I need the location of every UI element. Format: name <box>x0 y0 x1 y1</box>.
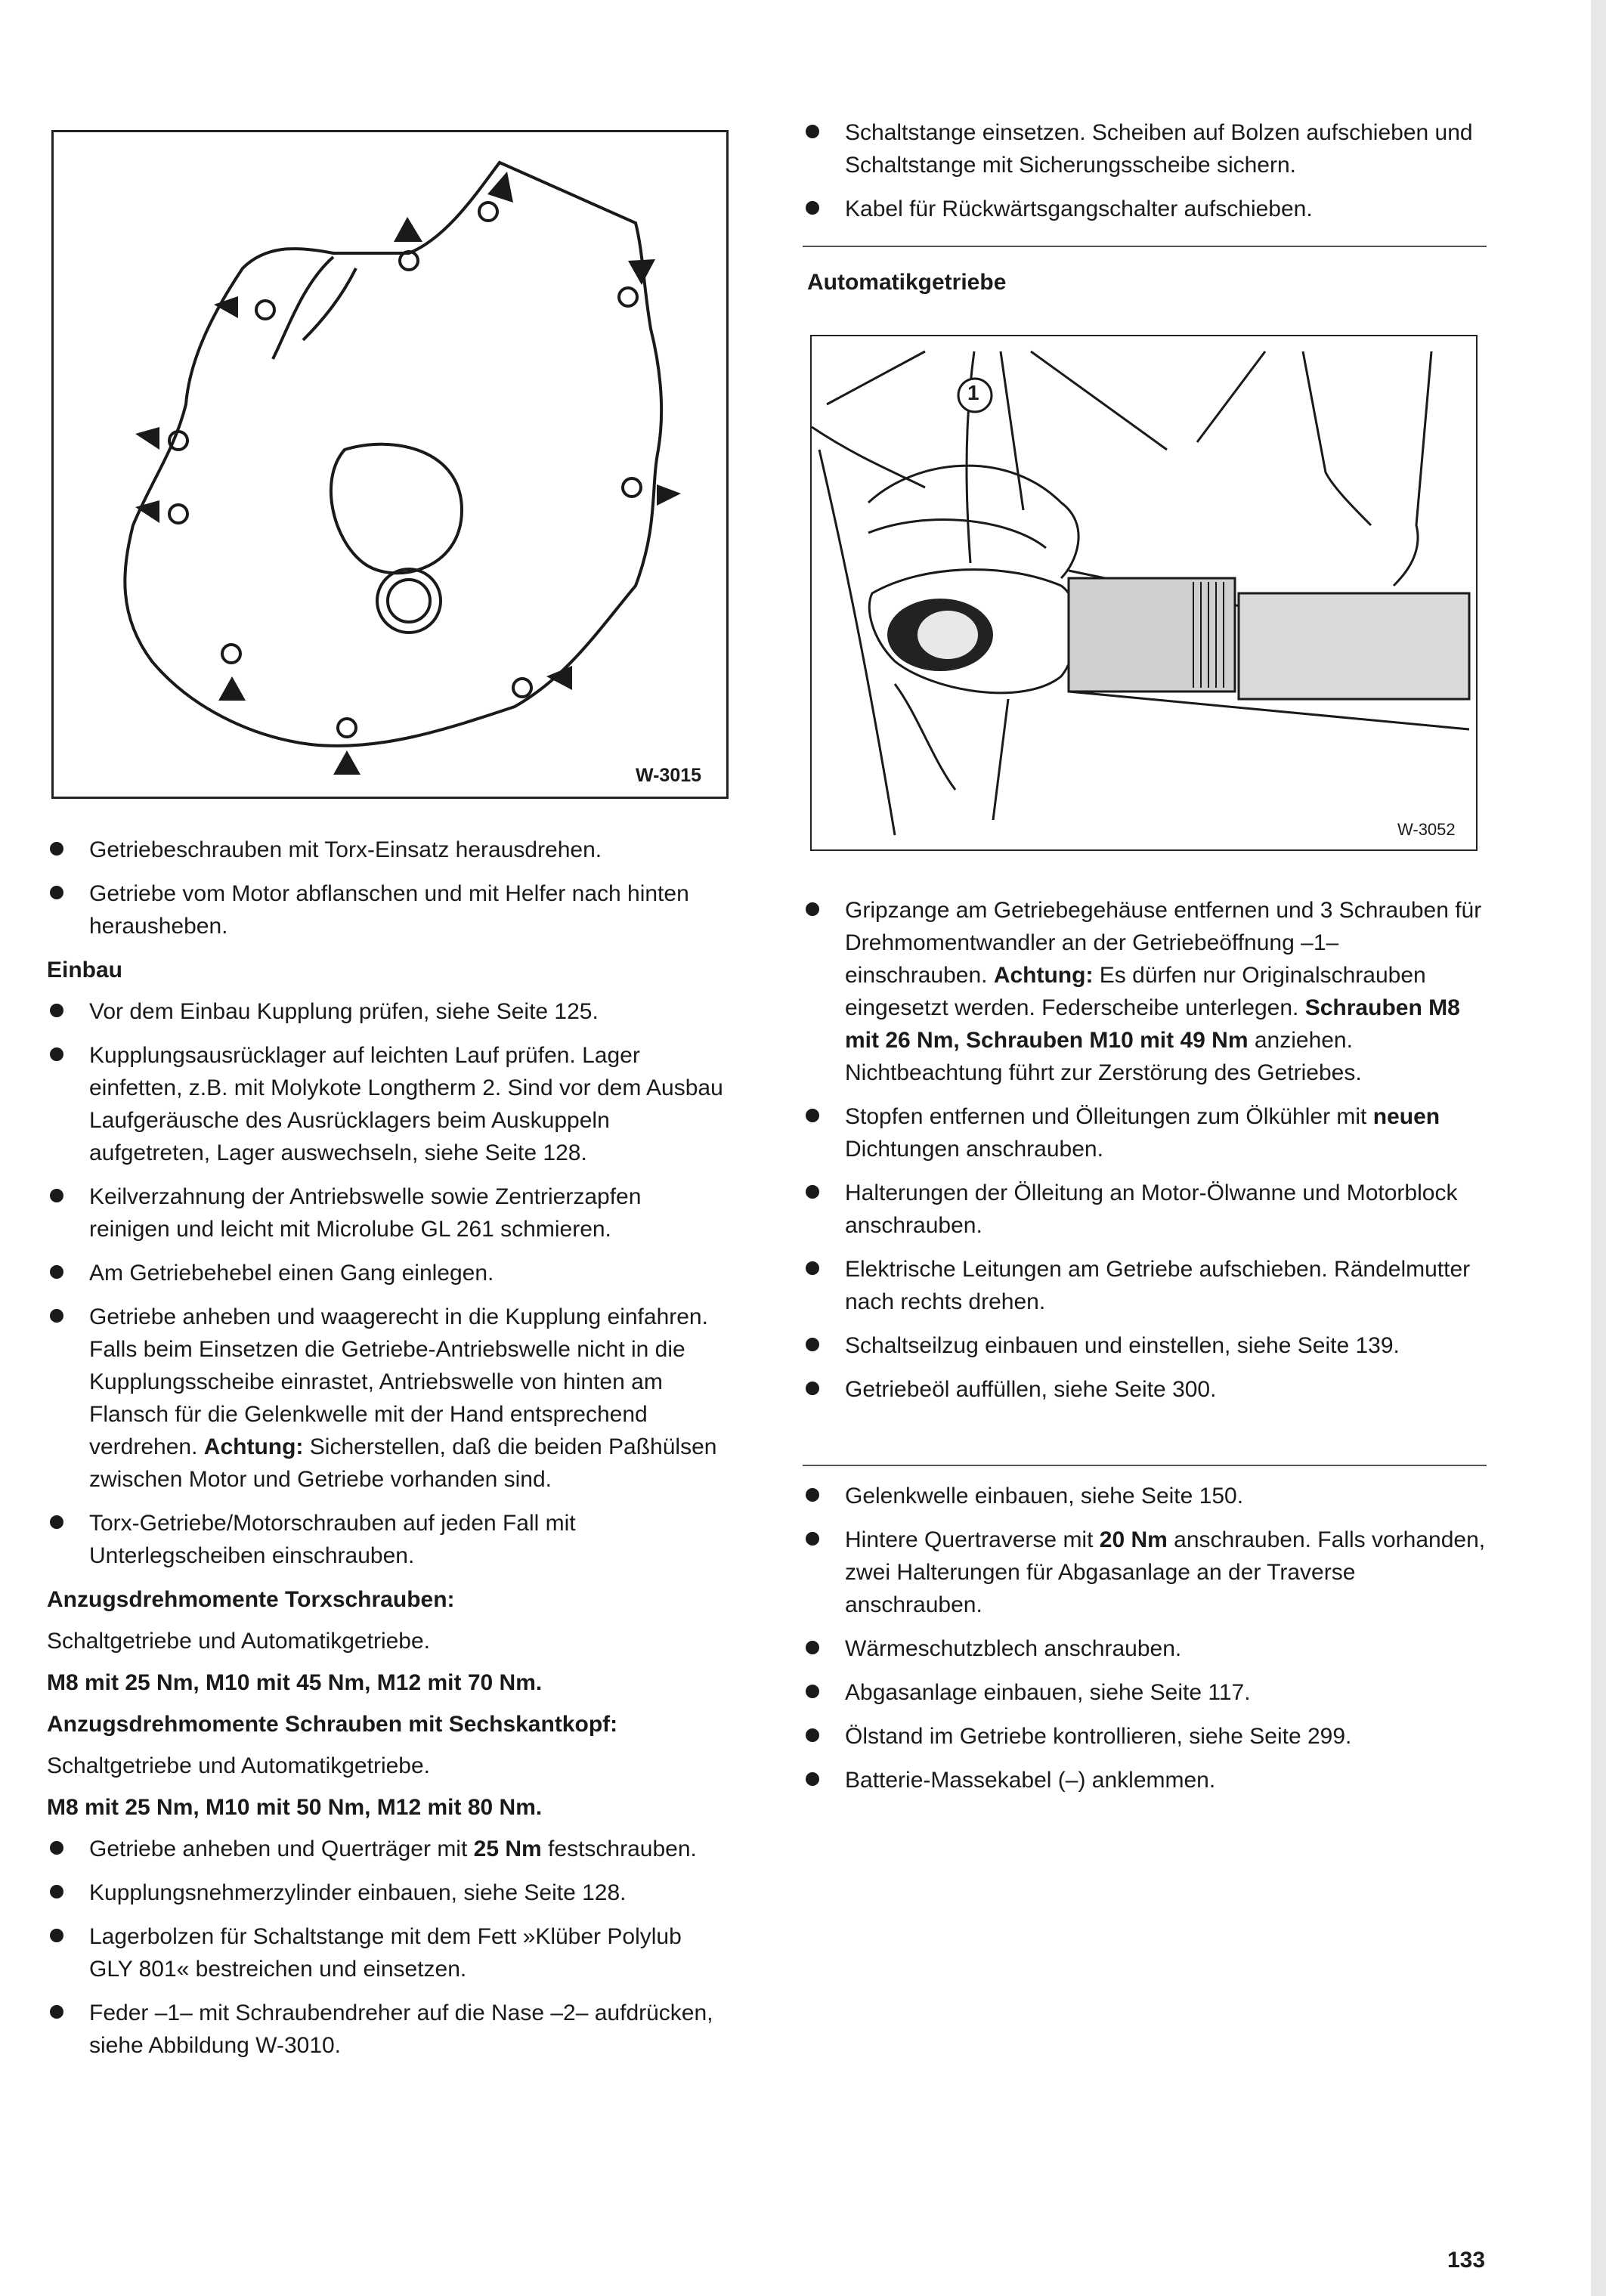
item-text: Am Getriebehebel einen Gang einlegen. <box>89 1261 494 1286</box>
bullet-icon <box>50 1841 63 1855</box>
item-text: Feder –1– mit Schraubendreher auf die Nase –2– aufdrücken, siehe Abbildung W-3010. <box>89 2000 713 2058</box>
list-item <box>47 877 727 942</box>
list-item <box>47 1257 727 1289</box>
warning-label: Achtung: <box>993 963 1094 988</box>
list-item <box>803 1524 1487 1621</box>
item-text: Getriebe anheben und waagerecht in die Kupplung einfahren. Falls beim Einsetzen die Getriebe-Antriebswelle nicht in die Kupplungsscheibe einrastet, Antriebswelle von hinten am Flansch für die Gelenkwelle mit der Hand entsprechend verdrehen. <box>89 1304 708 1459</box>
bullet-icon <box>806 1382 819 1395</box>
section-divider <box>803 1465 1487 1466</box>
item-text: Sicherstellen, daß die beiden Paßhülsen zwischen Motor und Getriebe vorhanden sind. <box>89 1434 717 1492</box>
list-item <box>803 1480 1487 1512</box>
item-text: Es dürfen nur Originalschrauben eingesetzt werden. Federscheibe unterlegen. <box>845 963 1426 1020</box>
list-item <box>803 1373 1487 1406</box>
item-text: anziehen. Nichtbeachtung führt zur Zerstörung des Getriebes. <box>845 1028 1362 1085</box>
item-text: Schaltstange einsetzen. Scheiben auf Bolzen aufschieben und Schaltstange mit Sicherungsscheibe sichern. <box>845 120 1473 178</box>
item-text: Hintere Quertraverse mit <box>845 1527 1094 1552</box>
right-column-main <box>803 894 1487 1417</box>
list-item <box>803 1253 1487 1318</box>
list-item <box>47 1877 727 1909</box>
heading-torque-torx: Anzugsdrehmomente Torxschrauben: <box>47 1587 455 1612</box>
bullet-icon <box>806 1728 819 1742</box>
bullet-icon <box>50 842 63 856</box>
list-item <box>803 1720 1487 1753</box>
item-text: Ölstand im Getriebe kontrollieren, siehe Seite 299. <box>845 1724 1352 1749</box>
bullet-icon <box>806 1685 819 1698</box>
list-item <box>47 1997 727 2062</box>
right-column-bottom <box>803 1480 1487 1808</box>
bullet-icon <box>806 1772 819 1786</box>
torque-note: Schaltgetriebe und Automatikgetriebe. <box>47 1629 430 1654</box>
emphasis: neuen <box>1372 1104 1440 1129</box>
bullet-icon <box>806 1488 819 1502</box>
warning-label: Achtung: <box>203 1434 304 1459</box>
item-text: Getriebe anheben und Querträger mit <box>89 1836 468 1861</box>
bullet-icon <box>50 1885 63 1898</box>
bullet-icon <box>806 1185 819 1199</box>
list-item <box>47 1833 727 1865</box>
bullet-icon <box>806 1109 819 1122</box>
list-item <box>47 995 727 1028</box>
item-text: Kupplungsausrücklager auf leichten Lauf prüfen. Lager einfetten, z.B. mit Molykote Longtherm 2. Sind vor dem Ausbau Laufgeräusche des Ausrücklagers beim Auskuppeln aufgetreten, Lager auswechseln, siehe Seite 128. <box>89 1043 723 1165</box>
list-item <box>803 193 1487 225</box>
list-item <box>47 1920 727 1985</box>
item-text: Keilverzahnung der Antriebswelle sowie Zentrierzapfen reinigen und leicht mit Microlube GL 261 schmieren. <box>89 1184 642 1242</box>
bullet-icon <box>50 1929 63 1942</box>
left-column <box>47 834 727 2073</box>
item-text: Getriebe vom Motor abflanschen und mit Helfer nach hinten herausheben. <box>89 881 689 939</box>
item-text: Wärmeschutzblech anschrauben. <box>845 1636 1182 1661</box>
torque-values: M8 mit 25 Nm, M10 mit 45 Nm, M12 mit 70 Nm. <box>47 1670 543 1695</box>
list-item <box>47 1180 727 1245</box>
torque-converter-drawing <box>812 336 1476 849</box>
bullet-icon <box>50 2005 63 2019</box>
bullet-icon <box>50 1004 63 1017</box>
figure-label: W-3052 <box>1397 820 1456 839</box>
item-text: Kupplungsnehmerzylinder einbauen, siehe Seite 128. <box>89 1880 627 1905</box>
item-text: anschrauben. Falls vorhanden, zwei Halterungen für Abgasanlage an der Traverse anschrauben. <box>845 1527 1486 1617</box>
item-text: Vor dem Einbau Kupplung prüfen, siehe Seite 125. <box>89 999 599 1024</box>
section-heading <box>807 266 1487 299</box>
item-text: Gelenkwelle einbauen, siehe Seite 150. <box>845 1484 1244 1508</box>
torque-values: M8 mit 25 Nm, M10 mit 50 Nm, M12 mit 80 Nm. <box>47 1795 543 1820</box>
item-text: Halterungen der Ölleitung an Motor-Ölwanne und Motorblock anschrauben. <box>845 1180 1458 1238</box>
figure-torque-converter <box>810 335 1478 851</box>
list-item <box>803 1329 1487 1362</box>
torque-spec: 20 Nm <box>1099 1527 1168 1552</box>
gearbox-housing-drawing <box>54 132 726 797</box>
bullet-icon <box>50 1189 63 1202</box>
item-text: Dichtungen anschrauben. <box>845 1137 1103 1162</box>
heading-automatikgetriebe: Automatikgetriebe <box>807 270 1007 295</box>
bullet-icon <box>806 1338 819 1351</box>
page-edge-shadow <box>1591 0 1606 2296</box>
bullet-icon <box>806 1641 819 1654</box>
bullet-icon <box>50 886 63 899</box>
bullet-icon <box>806 902 819 916</box>
figure-gearbox-housing <box>51 130 729 799</box>
torque-spec: Schrauben M8 mit 26 Nm, Schrauben M10 mit 49 Nm <box>845 995 1460 1053</box>
bullet-icon <box>50 1309 63 1323</box>
bullet-icon <box>50 1047 63 1061</box>
torque-note: Schaltgetriebe und Automatikgetriebe. <box>47 1753 430 1778</box>
page-number: 133 <box>1447 2248 1486 2273</box>
heading-torque-hex: Anzugsdrehmomente Schrauben mit Sechskantkopf: <box>47 1712 618 1737</box>
heading-einbau: Einbau <box>47 958 123 982</box>
item-text: Getriebeöl auffüllen, siehe Seite 300. <box>845 1377 1217 1402</box>
item-text: Abgasanlage einbauen, siehe Seite 117. <box>845 1680 1251 1705</box>
bullet-icon <box>806 1261 819 1275</box>
bullet-icon <box>806 125 819 138</box>
bullet-icon <box>806 1532 819 1546</box>
item-text: Batterie-Massekabel (–) anklemmen. <box>845 1768 1216 1793</box>
list-item <box>47 1507 727 1572</box>
list-item <box>47 834 727 866</box>
section-divider <box>803 246 1487 247</box>
item-text: Torx-Getriebe/Motorschrauben auf jeden Fall mit Unterlegscheiben einschrauben. <box>89 1511 576 1568</box>
item-text: Schaltseilzug einbauen und einstellen, siehe Seite 139. <box>845 1333 1400 1358</box>
bullet-icon <box>50 1515 63 1529</box>
item-text: Lagerbolzen für Schaltstange mit dem Fett »Klüber Polylub GLY 801« bestreichen und einsetzen. <box>89 1924 682 1982</box>
list-item <box>803 1764 1487 1796</box>
list-item <box>47 1301 727 1496</box>
bullet-icon <box>50 1265 63 1279</box>
right-column-top <box>803 116 1487 237</box>
list-item <box>803 1100 1487 1165</box>
list-item <box>803 1676 1487 1709</box>
figure-label: W-3015 <box>636 765 702 786</box>
item-text: Kabel für Rückwärtsgangschalter aufschieben. <box>845 196 1313 221</box>
list-item <box>803 1177 1487 1242</box>
bullet-icon <box>806 201 819 215</box>
torque-spec: 25 Nm <box>473 1836 542 1861</box>
callout-number: 1 <box>967 381 979 404</box>
item-text: festschrauben. <box>548 1836 697 1861</box>
list-item <box>803 1632 1487 1665</box>
list-item <box>803 894 1487 1089</box>
item-text: Getriebeschrauben mit Torx-Einsatz herausdrehen. <box>89 837 602 862</box>
list-item <box>47 1039 727 1169</box>
item-text: Elektrische Leitungen am Getriebe aufschieben. Rändelmutter nach rechts drehen. <box>845 1257 1471 1314</box>
item-text: Gripzange am Getriebegehäuse entfernen und 3 Schrauben für Drehmomentwandler an der Getriebeöffnung –1– einschrauben. <box>845 898 1482 988</box>
list-item <box>803 116 1487 181</box>
item-text: Stopfen entfernen und Ölleitungen zum Ölkühler mit <box>845 1104 1367 1129</box>
